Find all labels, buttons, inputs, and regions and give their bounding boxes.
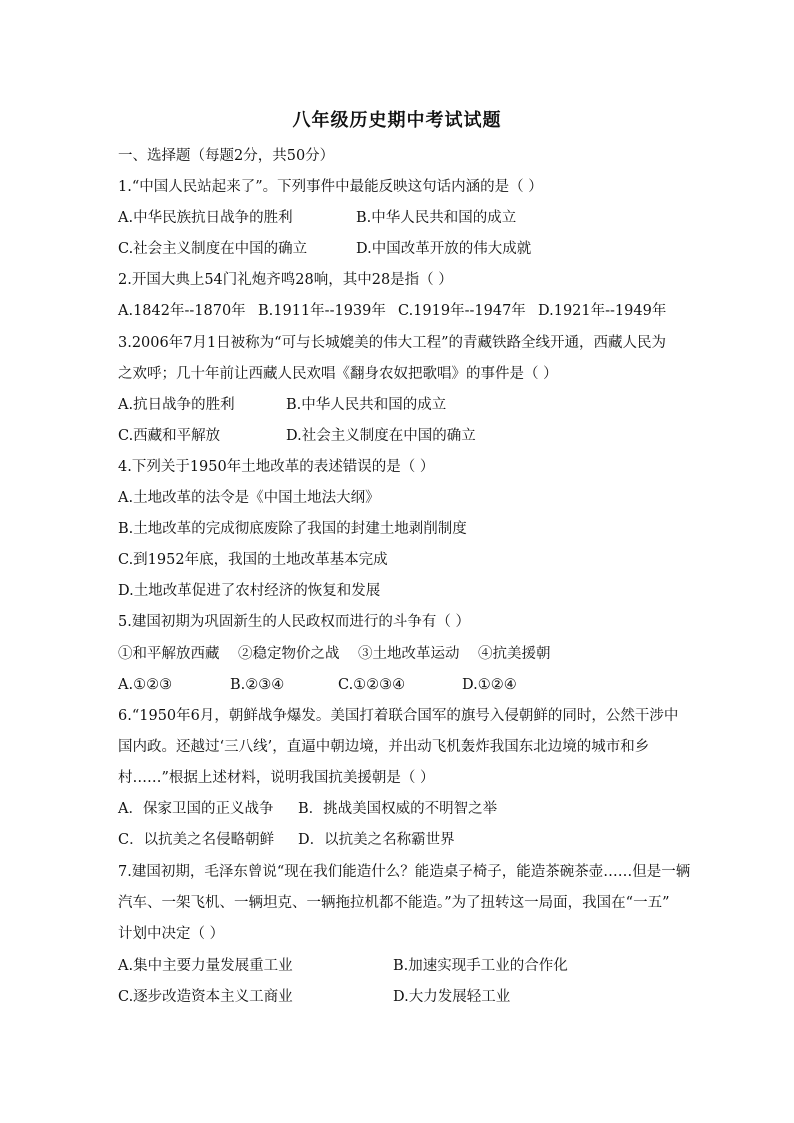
- question-4-option-c: C.到1952年底，我国的土地改革基本完成: [118, 552, 388, 568]
- option-b: B.②③④: [230, 677, 285, 693]
- option-d: D.1921年--1949年: [538, 303, 667, 319]
- option-b: B.中华人民共和国的成立: [286, 397, 447, 413]
- exam-title: 八年级历史期中考试试题: [292, 110, 502, 131]
- question-7-stem-line-1: 7.建国初期，毛泽东曾说“现在我们能造什么？能造桌子椅子，能造茶碗茶壶……但是一辆: [118, 864, 691, 880]
- question-6-stem-line-3: 村……”根据上述材料，说明我国抗美援朝是（ ）: [118, 770, 435, 786]
- question-4-option-a: A.土地改革的法令是《中国土地法大纲》: [118, 490, 380, 506]
- section-heading: 一、选择题（每题2分，共50分）: [118, 148, 335, 164]
- option-a: A.抗日战争的胜利: [118, 397, 235, 413]
- question-3-stem-line-1: 3.2006年7月1日被称为“可与长城媲美的伟大工程”的青藏铁路全线开通，西藏人民为: [118, 335, 667, 351]
- question-4-option-b: B.土地改革的完成彻底废除了我国的封建土地剥削制度: [118, 521, 467, 537]
- question-2-stem: 2.开国大典上54门礼炮齐鸣28响，其中28是指（ ）: [118, 272, 453, 288]
- option-b: B.中华人民共和国的成立: [356, 210, 517, 226]
- option-c: C.社会主义制度在中国的确立: [118, 241, 308, 257]
- question-6-stem-line-1: 6.“1950年6月，朝鲜战争爆发。美国打着联合国军的旗号入侵朝鲜的同时，公然干涉中: [118, 708, 679, 724]
- option-c: C.①②③④: [338, 677, 406, 693]
- option-a: A．保家卫国的正义战争: [118, 801, 274, 817]
- option-b: B．挑战美国权威的不明智之举: [298, 801, 498, 817]
- option-b: B.加速实现手工业的合作化: [393, 958, 568, 974]
- question-5-stem: 5.建国初期为巩固新生的人民政权而进行的斗争有（ ）: [118, 614, 470, 630]
- option-c: C．以抗美之名侵略朝鲜: [118, 832, 275, 848]
- option-d: D.中国改革开放的伟大成就: [356, 241, 532, 257]
- option-c: C.逐步改造资本主义工商业: [118, 989, 293, 1005]
- option-b: B.1911年--1939年: [258, 303, 386, 319]
- question-3-stem-line-2: 之欢呼；几十年前让西藏人民欢唱《翻身农奴把歌唱》的事件是（ ）: [118, 366, 558, 382]
- option-c: C.西藏和平解放: [118, 428, 221, 444]
- question-7-stem-line-3: 计划中决定（ ）: [118, 926, 225, 942]
- question-1-stem: 1.“中国人民站起来了”。下列事件中最能反映这句话内涵的是（ ）: [118, 179, 543, 195]
- question-4-stem: 4.下列关于1950年土地改革的表述错误的是（ ）: [118, 459, 435, 475]
- option-d: D.大力发展轻工业: [393, 989, 511, 1005]
- list-item: ①和平解放西藏: [118, 646, 220, 662]
- list-item: ④抗美援朝: [478, 646, 551, 662]
- list-item: ③土地改革运动: [358, 646, 460, 662]
- option-c: C.1919年--1947年: [398, 303, 526, 319]
- question-4-option-d: D.土地改革促进了农村经济的恢复和发展: [118, 583, 381, 599]
- list-item: ②稳定物价之战: [238, 646, 340, 662]
- option-d: D．以抗美之名称霸世界: [298, 832, 455, 848]
- question-6-stem-line-2: 国内政。还越过‘三八线’，直逼中朝边境，并出动飞机轰炸我国东北边境的城市和乡: [118, 739, 650, 755]
- option-d: D.社会主义制度在中国的确立: [286, 428, 476, 444]
- option-a: A.1842年--1870年: [118, 303, 246, 319]
- option-a: A.中华民族抗日战争的胜利: [118, 210, 293, 226]
- option-a: A.集中主要力量发展重工业: [118, 958, 293, 974]
- question-7-stem-line-2: 汽车、一架飞机、一辆坦克、一辆拖拉机都不能造。”为了扭转这一局面，我国在“一五”: [118, 895, 670, 911]
- option-d: D.①②④: [462, 677, 517, 693]
- option-a: A.①②③: [118, 677, 173, 693]
